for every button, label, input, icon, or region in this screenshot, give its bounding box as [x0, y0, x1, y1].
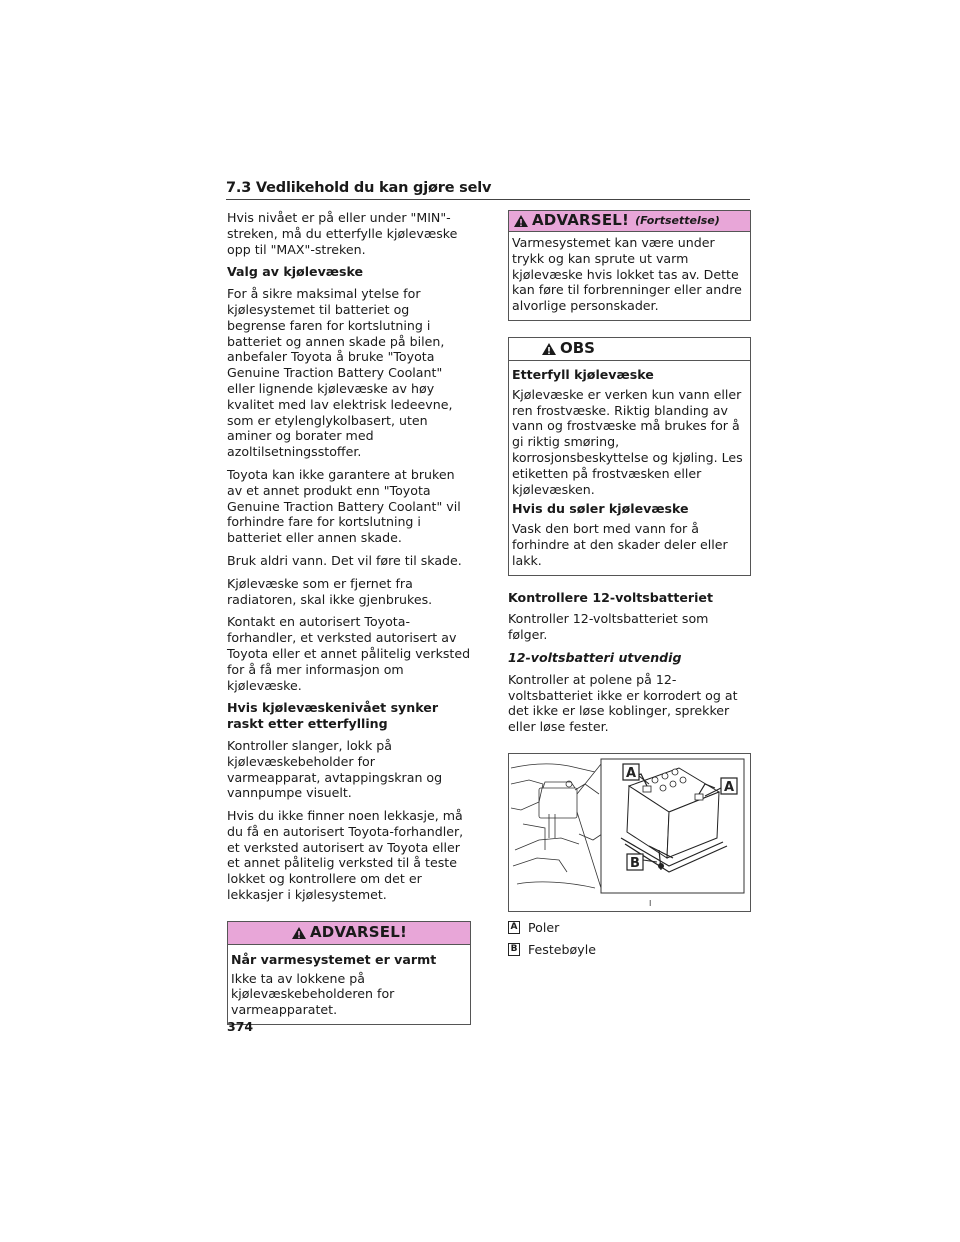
subheading-check-battery: Kontrollere 12-voltsbatteriet — [508, 589, 713, 605]
section-title: 7.3 Vedlikehold du kan gjøre selv — [226, 180, 750, 200]
svg-text:A: A — [723, 779, 735, 795]
legend-text: Festebøyle — [528, 941, 596, 957]
obs-text: Vask den bort med vann for å forhindre at den skader deler eller lakk. — [512, 521, 728, 568]
legend-key: A — [508, 921, 520, 934]
page-number: 374 — [227, 1019, 254, 1034]
paragraph: Kontroller slanger, lokk på kjølevæskebeholder for varmeapparat, avtappingskran og vannpumpe visuelt. — [227, 737, 443, 801]
warning-triangle-icon — [291, 926, 307, 940]
warning-continued-header — [509, 211, 750, 232]
callout-a-top — [623, 764, 639, 781]
paragraph: Kontakt en autorisert Toyota-forhandler, et verksted autorisert av Toyota eller et annet pålitelig verksted for å få mer informasjon om kjølevæske. — [227, 614, 471, 693]
obs-subheading: Hvis du søler kjølevæske — [512, 501, 689, 517]
warning-subheading: Når varmesystemet er varmt — [231, 951, 437, 967]
subheading-level-drops: Hvis kjølevæskenivået synker raskt etter etterfylling — [227, 700, 439, 732]
callout-b — [627, 854, 643, 871]
figure-code: I — [649, 898, 652, 908]
paragraph: Kontroller at polene på 12-voltsbatteriet ikke er korrodert og at det ikke er løse koblinger, sprekker eller løse fester. — [508, 671, 738, 735]
warning-header — [228, 922, 470, 945]
paragraph: Kjølevæske som er fjernet fra radiatoren, skal ikke gjenbrukes. — [227, 575, 433, 607]
paragraph: Hvis nivået er på eller under "MIN"-streken, må du etterfylle kjølevæske opp til "MAX"-streken. — [227, 210, 458, 257]
callout-a-right — [721, 778, 737, 795]
obs-box — [508, 337, 751, 576]
warning-text: Ikke ta av lokkene på kjølevæskebeholderen for varmeapparatet. — [231, 970, 395, 1018]
svg-text:B: B — [630, 855, 640, 871]
legend-item — [508, 920, 751, 936]
paragraph: Bruk aldri vann. Det vil føre til skade. — [227, 552, 462, 568]
right-column — [508, 210, 751, 964]
warning-title: ADVARSEL! — [532, 211, 630, 230]
subheading-battery-exterior: 12-voltsbatteri utvendig — [508, 649, 682, 665]
legend-item — [508, 942, 751, 958]
warning-continued-label: (Fortsettelse) — [635, 214, 720, 228]
warning-title: ADVARSEL! — [309, 922, 408, 941]
obs-subheading: Etterfyll kjølevæske — [512, 366, 654, 382]
obs-title: OBS — [560, 339, 595, 358]
paragraph: Toyota kan ikke garantere at bruken av et annet produkt enn "Toyota Genuine Traction Battery Coolant" vil forhindre fare for kortslutning i batteriet eller annen skade. — [227, 466, 461, 546]
left-column — [227, 210, 471, 1025]
battery-figure — [508, 753, 751, 912]
warning-continued-box — [508, 210, 751, 321]
caution-triangle-icon — [541, 342, 557, 356]
paragraph: Kontroller 12-voltsbatteriet som følger. — [508, 611, 709, 643]
legend-text: Poler — [528, 919, 560, 935]
paragraph: Hvis du ikke finner noen lekkasje, må du få en autorisert Toyota-forhandler, et verksted autorisert av Toyota eller et annet pålitelig verksted til å teste lokket og kontrollere om det er lekkasjer i kjølesystemet. — [227, 808, 464, 903]
legend-key: B — [508, 943, 520, 956]
battery-illustration — [509, 754, 750, 911]
obs-header — [509, 338, 750, 361]
warning-triangle-icon — [513, 214, 529, 228]
subheading-coolant-choice: Valg av kjølevæske — [227, 264, 364, 280]
obs-text: Kjølevæske er verken kun vann eller ren frostvæske. Riktig blanding av vann og frostvæske må brukes for å gi riktig smøring, korrosjonsbeskyttelse og kjøling. Les etiketten på frostvæsken eller kjølevæsken. — [512, 386, 743, 497]
paragraph: For å sikre maksimal ytelse for kjølesystemet til batteriet og begrense faren for kortslutning i batteriet og annen skade på bilen, anbefaler Toyota å bruke "Toyota Genuine Traction Battery Coolant" eller lignende kjølevæske av høy kvalitet med lav elektrisk ledeevne, som er etylenglykolbasert, uten aminer og borater med azoltilsetningsstoffer. — [227, 286, 453, 460]
svg-text:A: A — [625, 765, 637, 781]
warning-text: Varmesystemet kan være under trykk og kan sprute ut varm kjølevæske hvis lokket tas av. Dette kan føre til forbrenninger eller andre alvorlige personskader. — [512, 235, 742, 314]
warning-box — [227, 921, 471, 1025]
